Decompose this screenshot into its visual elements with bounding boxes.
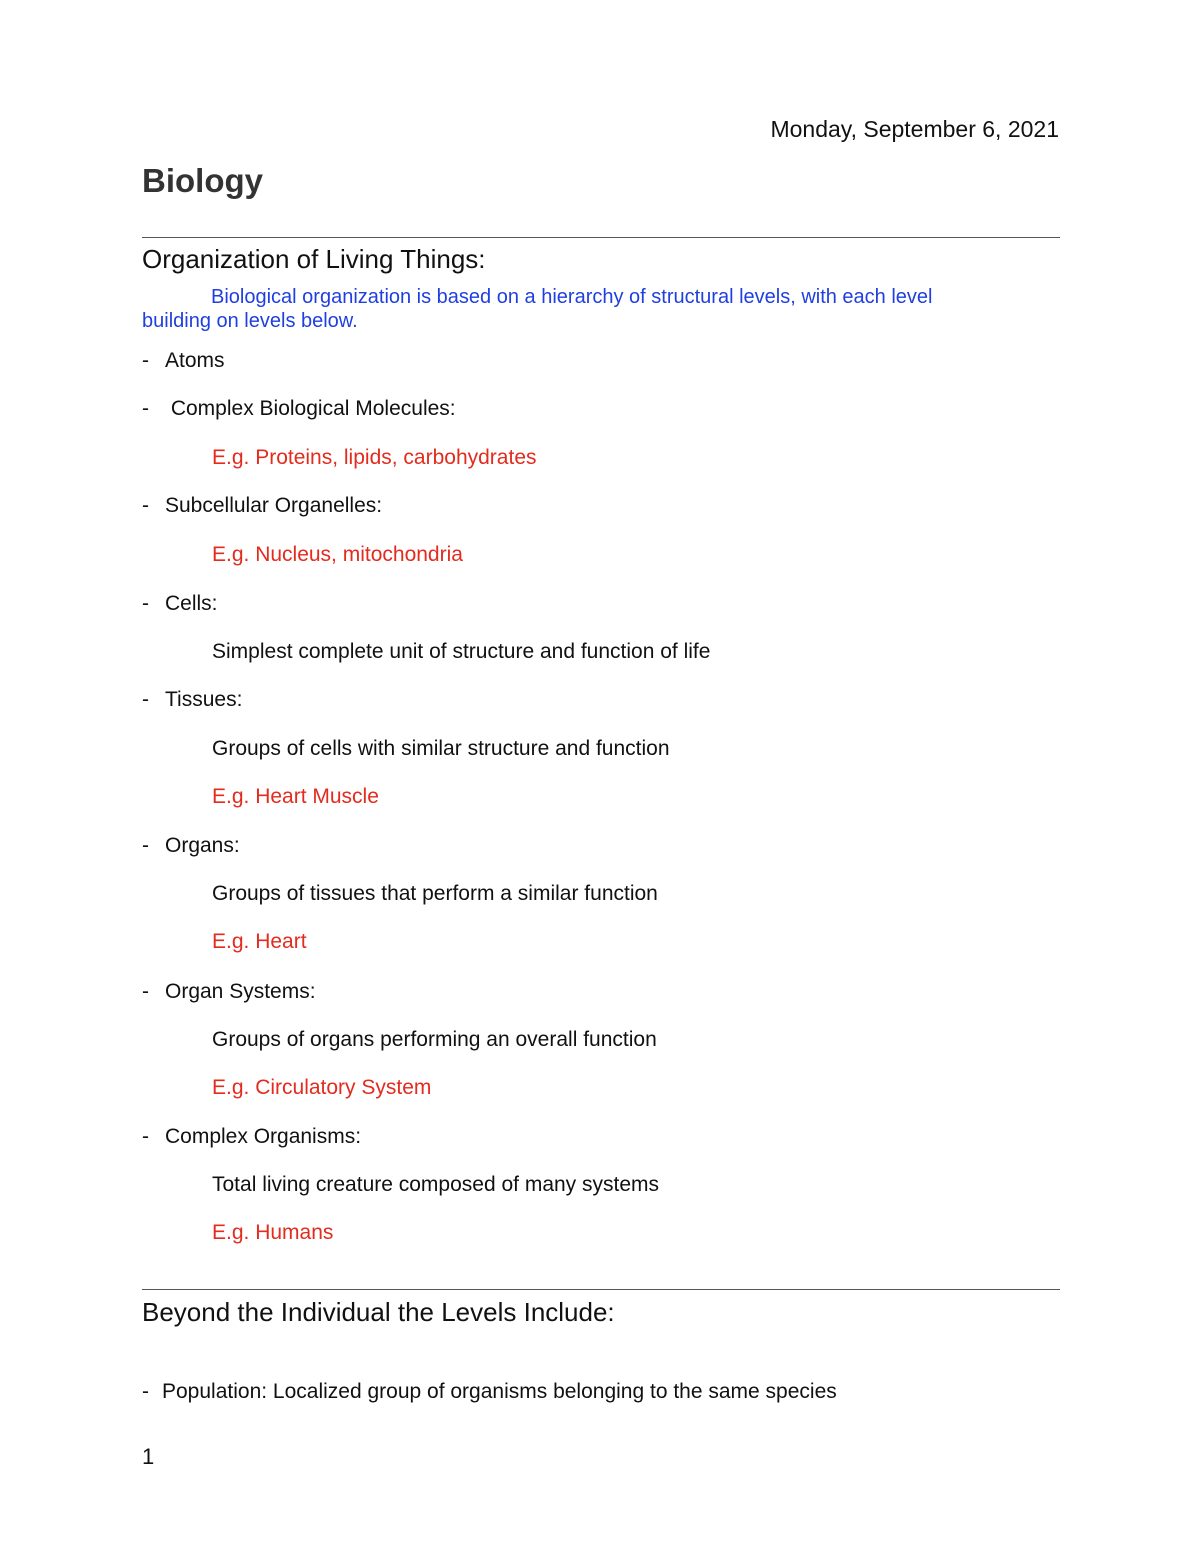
example-text: E.g. Nucleus, mitochondria (212, 543, 463, 566)
example-text: E.g. Humans (212, 1221, 334, 1244)
description-text: Groups of tissues that perform a similar function (212, 882, 658, 905)
example-text: E.g. Heart Muscle (212, 785, 379, 808)
example-text: E.g. Circulatory System (212, 1076, 432, 1099)
intro-line-1: Biological organization is based on a hierarchy of structural levels, with each level (211, 286, 933, 308)
example-text: E.g. Heart (212, 930, 307, 953)
intro-line-2: building on levels below. (142, 310, 358, 332)
list-item: - Population: Localized group of organisms belonging to the same species (142, 1380, 837, 1403)
list-item: - Cells: (142, 592, 218, 615)
document-date: Monday, September 6, 2021 (770, 116, 1059, 142)
description-text: Groups of cells with similar structure and function (212, 737, 670, 760)
description-text: Simplest complete unit of structure and function of life (212, 640, 711, 663)
example-text: E.g. Proteins, lipids, carbohydrates (212, 446, 537, 469)
section-heading-organization: Organization of Living Things: (142, 244, 486, 274)
list-item: - Complex Organisms: (142, 1125, 362, 1148)
page-title: Biology (142, 162, 263, 199)
intro-paragraph (142, 285, 1042, 333)
page-number: 1 (142, 1444, 155, 1469)
description-text: Groups of organs performing an overall function (212, 1028, 657, 1051)
section-divider (142, 1289, 1060, 1290)
list-item: - Organs: (142, 834, 240, 857)
list-item: - Subcellular Organelles: (142, 494, 383, 517)
list-item: - Complex Biological Molecules: (142, 397, 456, 420)
list-item: - Organ Systems: (142, 980, 316, 1003)
section-heading-beyond-individual: Beyond the Individual the Levels Include: (142, 1297, 615, 1327)
description-text: Total living creature composed of many systems (212, 1173, 660, 1196)
section-divider (142, 237, 1060, 238)
list-item: - Tissues: (142, 688, 243, 711)
list-item: - Atoms (142, 349, 225, 372)
